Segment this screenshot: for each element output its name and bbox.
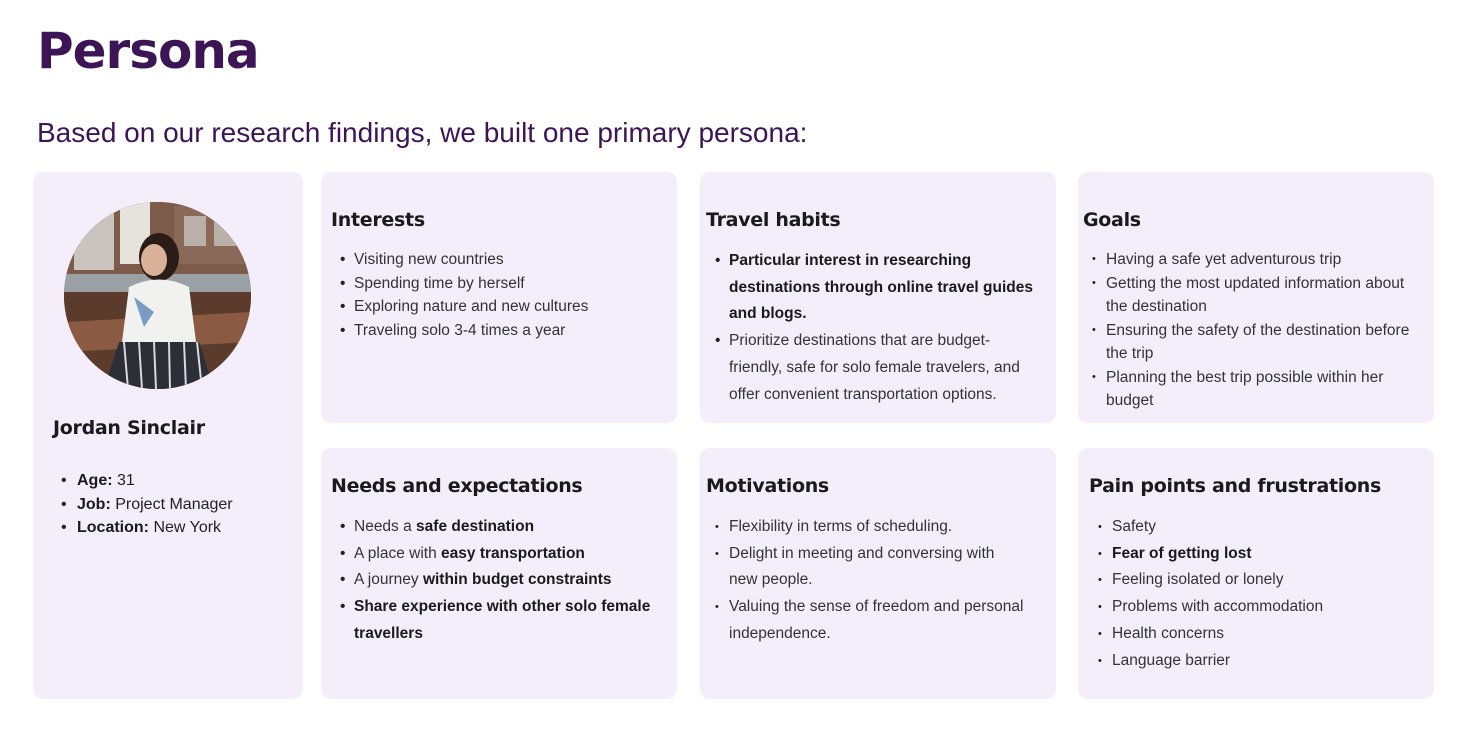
avatar-photo [64, 202, 251, 389]
motivations-card [700, 448, 1056, 699]
list-item: • Spending time by herself [331, 272, 661, 296]
list-item: • A journey within budget constraints [331, 567, 661, 594]
list-item: • Problems with accommodation [1089, 594, 1419, 621]
list-item: • Valuing the sense of freedom and personal independence. [706, 594, 1026, 647]
list-item: • Planning the best trip possible within her budget [1083, 366, 1427, 413]
list-item: • Health concerns [1089, 621, 1419, 648]
page-title: Persona [37, 22, 259, 80]
list-item: • Share experience with other solo female travellers [331, 594, 661, 647]
list-item: • Feeling isolated or lonely [1089, 567, 1419, 594]
list-item: • Getting the most updated information about the destination [1083, 272, 1427, 319]
interests-heading: Interests [331, 209, 425, 231]
pain-points-list [1089, 514, 1419, 674]
list-item: • Visiting new countries [331, 248, 661, 272]
goals-list [1083, 248, 1427, 413]
list-item: • Language barrier [1089, 648, 1419, 675]
persona-name: Jordan Sinclair [53, 417, 205, 439]
fact-job: • Job: Project Manager [54, 493, 233, 517]
interests-list [331, 248, 661, 342]
interests-card [321, 172, 677, 423]
list-item: • Prioritize destinations that are budget-friendly, safe for solo female travelers, and offer convenient transportation options. [706, 328, 1040, 408]
list-item: • Exploring nature and new cultures [331, 295, 661, 319]
list-item: • Having a safe yet adventurous trip [1083, 248, 1427, 272]
list-item: • Delight in meeting and conversing with new people. [706, 541, 1026, 594]
fact-age: • Age: 31 [54, 469, 233, 493]
motivations-list [706, 514, 1026, 648]
travel-habits-list [706, 248, 1040, 408]
profile-card [33, 172, 303, 699]
list-item: • Needs a safe destination [331, 514, 661, 541]
goals-heading: Goals [1083, 209, 1141, 231]
list-item: • Safety [1089, 514, 1419, 541]
list-item: • Particular interest in researching destinations through online travel guides and blogs. [706, 248, 1040, 328]
needs-card [321, 448, 677, 699]
list-item: • Fear of getting lost [1089, 541, 1419, 568]
pain-points-heading: Pain points and frustrations [1089, 475, 1381, 497]
list-item: • Traveling solo 3-4 times a year [331, 319, 661, 343]
list-item: • Ensuring the safety of the destination before the trip [1083, 319, 1427, 366]
pain-points-card [1078, 448, 1434, 699]
goals-card [1078, 172, 1434, 423]
needs-heading: Needs and expectations [331, 475, 583, 497]
travel-habits-card [700, 172, 1056, 423]
page-subtitle: Based on our research findings, we built one primary persona: [37, 117, 808, 148]
fact-location: • Location: New York [54, 516, 233, 540]
persona-avatar [64, 202, 251, 389]
list-item: • Flexibility in terms of scheduling. [706, 514, 1026, 541]
travel-habits-heading: Travel habits [706, 209, 841, 231]
profile-facts-list [54, 469, 233, 540]
list-item: • A place with easy transportation [331, 541, 661, 568]
needs-list [331, 514, 661, 648]
motivations-heading: Motivations [706, 475, 829, 497]
